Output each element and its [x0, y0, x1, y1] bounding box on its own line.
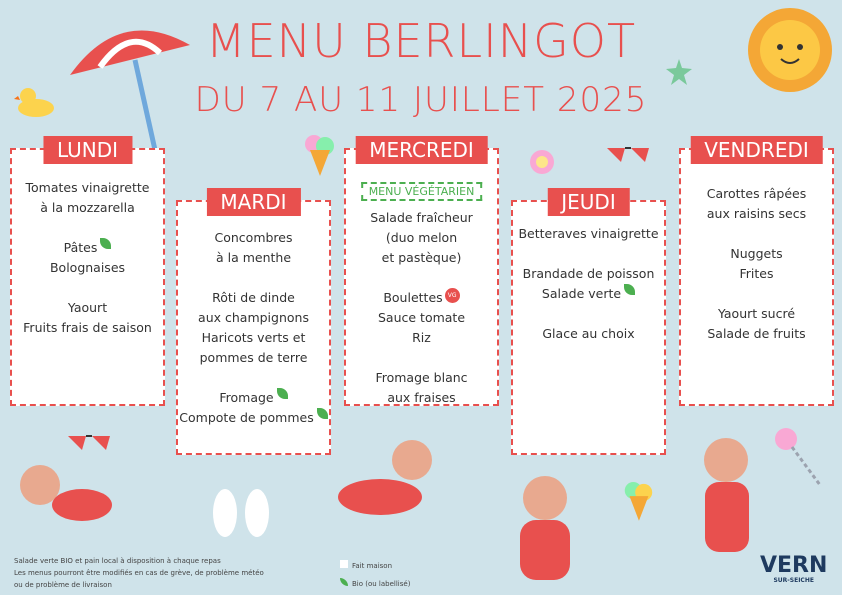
sunglasses-icon: [64, 428, 114, 454]
menu-line: Bolognaises: [49, 260, 126, 275]
menu-line: Fromage: [219, 390, 274, 405]
legend-bio: Bio (ou labellisé): [352, 580, 411, 588]
menu-line: Pâtes: [63, 240, 98, 255]
menu-line: Fruits frais de saison: [23, 320, 152, 335]
day-label: MARDI: [206, 188, 300, 216]
day-label: MERCREDI: [355, 136, 488, 164]
pacifier-icon: [526, 146, 558, 178]
baby-lying-icon: [10, 460, 130, 530]
menu-line: Boulettes: [383, 290, 443, 305]
day-card-jeudi: [511, 190, 666, 455]
ice-cream-icon: [620, 475, 656, 523]
menu-line: Tomates vinaigrette: [25, 180, 150, 195]
menu-line: Frites: [739, 266, 774, 281]
menu-line: Betteraves vinaigrette: [518, 226, 659, 241]
menu-line: Compote de pommes: [179, 410, 314, 425]
vern-logo: VERN SUR-SEICHE: [760, 553, 828, 584]
day-card-lundi: [10, 138, 165, 406]
day-label: LUNDI: [43, 136, 132, 164]
menu-line: et pastèque): [381, 250, 462, 265]
bio-leaf-icon: [317, 408, 328, 419]
legend: [340, 560, 410, 590]
menu-line: Brandade de poisson: [522, 266, 655, 281]
footer-note: Les menus pourront être modifiés en cas de grève, de problème météo: [14, 569, 264, 577]
footer-note: Salade verte BIO et pain local à disposition à chaque repas: [14, 557, 221, 565]
rattle-icon: [772, 425, 828, 495]
bio-leaf-icon: [340, 578, 348, 586]
menu-line: Fromage blanc: [375, 370, 468, 385]
bio-leaf-icon: [100, 238, 111, 249]
menu-line: Concombres: [214, 230, 293, 245]
vg-badge: VG: [445, 288, 460, 303]
menu-line: Salade verte: [541, 286, 622, 301]
menu-line: Sauce tomate: [377, 310, 466, 325]
baby-kneeling-icon: [690, 430, 780, 560]
menu-line: à la menthe: [215, 250, 292, 265]
footer-notes: [14, 555, 264, 591]
menu-line: aux raisins secs: [706, 206, 807, 221]
page-subtitle: DU 7 AU 11 JUILLET 2025: [194, 80, 648, 120]
day-card-vendredi: [679, 138, 834, 406]
menu-line: aux fraises: [387, 390, 456, 405]
page-title: MENU BERLINGOT: [205, 14, 637, 68]
menu-line: Nuggets: [730, 246, 783, 261]
menu-line: Haricots verts et: [201, 330, 306, 345]
sunglasses-icon: [603, 140, 653, 166]
ice-cream-icon: [300, 128, 338, 178]
baby-sitting-icon: [505, 470, 585, 590]
bio-leaf-icon: [624, 284, 635, 295]
menu-line: Yaourt: [67, 300, 108, 315]
bio-leaf-icon: [277, 388, 288, 399]
day-label: JEUDI: [547, 188, 629, 216]
menu-line: (duo melon: [385, 230, 458, 245]
flip-flops-icon: [208, 485, 274, 541]
day-label: VENDREDI: [690, 136, 823, 164]
menu-line: à la mozzarella: [40, 200, 135, 215]
menu-line: Riz: [412, 330, 431, 345]
menu-line: Rôti de dinde: [212, 290, 295, 305]
menu-line: Carottes râpées: [706, 186, 807, 201]
home-icon: [340, 560, 348, 568]
menu-line: pommes de terre: [199, 350, 308, 365]
menu-line: Salade de fruits: [707, 326, 806, 341]
day-card-mardi: [176, 190, 331, 455]
footer-note: ou de problème de livraison: [14, 581, 112, 589]
legend-home: Fait maison: [352, 562, 393, 570]
menu-line: Glace au choix: [542, 326, 635, 341]
menu-line: aux champignons: [198, 310, 309, 325]
menu-line: Salade fraîcheur: [370, 210, 473, 225]
day-card-mercredi: [344, 138, 499, 406]
baby-crawling-icon: [330, 435, 450, 525]
vegetarian-badge: MENU VÉGÉTARIEN: [361, 182, 483, 201]
menu-line: Yaourt sucré: [717, 306, 796, 321]
